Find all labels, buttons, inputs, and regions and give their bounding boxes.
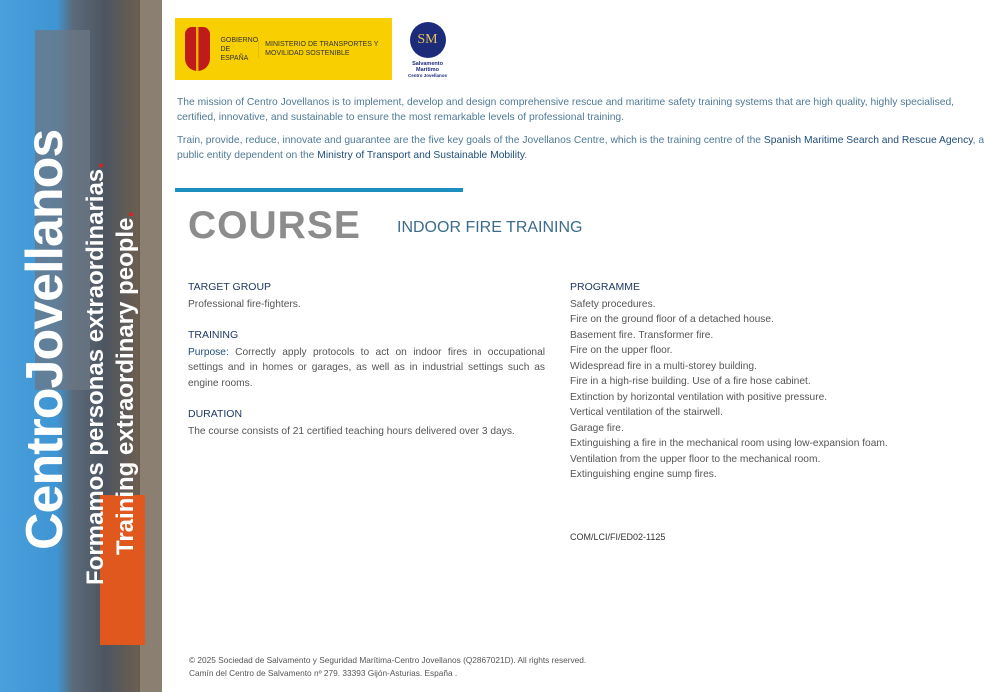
brand-name: CentroJovellanos <box>16 129 74 550</box>
goals-paragraph: Train, provide, reduce, innovate and guarantee are the five key goals of the Jovellanos Centre, which is the training centre of the Spanish Maritime Search and Rescue Agency, a public entity dependent on the Ministry of Transport and Sustainable Mobility. <box>177 135 985 161</box>
side-photo-banner <box>0 0 162 692</box>
coat-of-arms-icon <box>185 27 210 71</box>
programme-item: Widespread fire in a multi-storey building. <box>570 360 757 372</box>
training-text: Purpose: Correctly apply protocols to act on indoor fires in occupational settings and in homes or garages, as well as in industrial settings such as engine rooms. <box>188 346 545 389</box>
seal-title: Salvamento Marítimo <box>412 61 443 73</box>
mission-text <box>177 95 985 171</box>
programme-item: Garage fire. <box>570 422 624 434</box>
programme-item: Fire in a high-rise building. Use of a fire hose cabinet. <box>570 376 811 387</box>
programme-item: Vertical ventilation of the stairwell. <box>570 407 723 418</box>
divider <box>175 188 463 192</box>
footer <box>189 654 586 680</box>
seal-subtitle: Centro Jovellanos <box>407 73 447 78</box>
course-reference: COM/LCI/FI/ED02-1125 <box>570 532 666 542</box>
course-label: COURSE <box>188 204 361 247</box>
programme-item: Ventilation from the upper floor to the mechanical room. <box>570 453 821 465</box>
course-title: INDOOR FIRE TRAINING <box>397 219 583 236</box>
programme-item: Safety procedures. <box>570 298 656 310</box>
target-text: Professional fire-fighters. <box>188 298 301 310</box>
programme-heading: PROGRAMME <box>570 281 641 293</box>
programme-item: Extinction by horizontal ventilation with positive pressure. <box>570 391 828 403</box>
gobierno-label: GOBIERNO DE ESPAÑA <box>220 36 259 62</box>
programme-column <box>570 280 928 483</box>
salvamento-logo <box>400 22 455 78</box>
programme-item: Basement fire. Transformer fire. <box>570 329 714 341</box>
copyright: © 2025 Sociedad de Salvamento y Seguridad Marítima-Centro Jovellanos (Q2867021D). All rights reserved. <box>189 655 587 665</box>
programme-item: Fire on the ground floor of a detached house. <box>570 314 774 325</box>
mission-paragraph: The mission of Centro Jovellanos is to implement, develop and design comprehensive rescue and maritime safety training systems that are high quality, highly specialised, certified, innovative, and sustainable to ensure the most remarkable levels of professional training. <box>177 97 955 123</box>
tagline-en: Training extraordinary people. <box>112 210 139 555</box>
ministry-link: Ministry of Transport and Sustainable Mobility <box>317 150 525 161</box>
training-heading: TRAINING <box>188 329 239 341</box>
tagline-es: Formamos personas extraordinarias. <box>82 162 109 585</box>
target-heading: TARGET GROUP <box>188 281 272 293</box>
programme-item: Extinguishing engine sump fires. <box>570 469 717 480</box>
agency-link: Spanish Maritime Search and Rescue Agency <box>763 135 973 146</box>
ministerio-label: MINISTERIO DE TRANSPORTES Y MOVILIDAD SOSTENIBLE <box>258 40 392 58</box>
duration-heading: DURATION <box>188 408 243 420</box>
government-logo <box>175 18 392 80</box>
programme-item: Extinguishing a fire in the mechanical room using low-expansion foam. <box>570 438 888 449</box>
seal-icon: SM <box>410 22 446 58</box>
duration-text: The course consists of 21 certified teaching hours delivered over 3 days. <box>188 425 515 437</box>
left-column <box>188 280 545 455</box>
address: Camín del Centro de Salvamento nº 279. 33393 Gijón-Asturias. España . <box>189 668 458 678</box>
programme-item: Fire on the upper floor. <box>570 345 673 356</box>
